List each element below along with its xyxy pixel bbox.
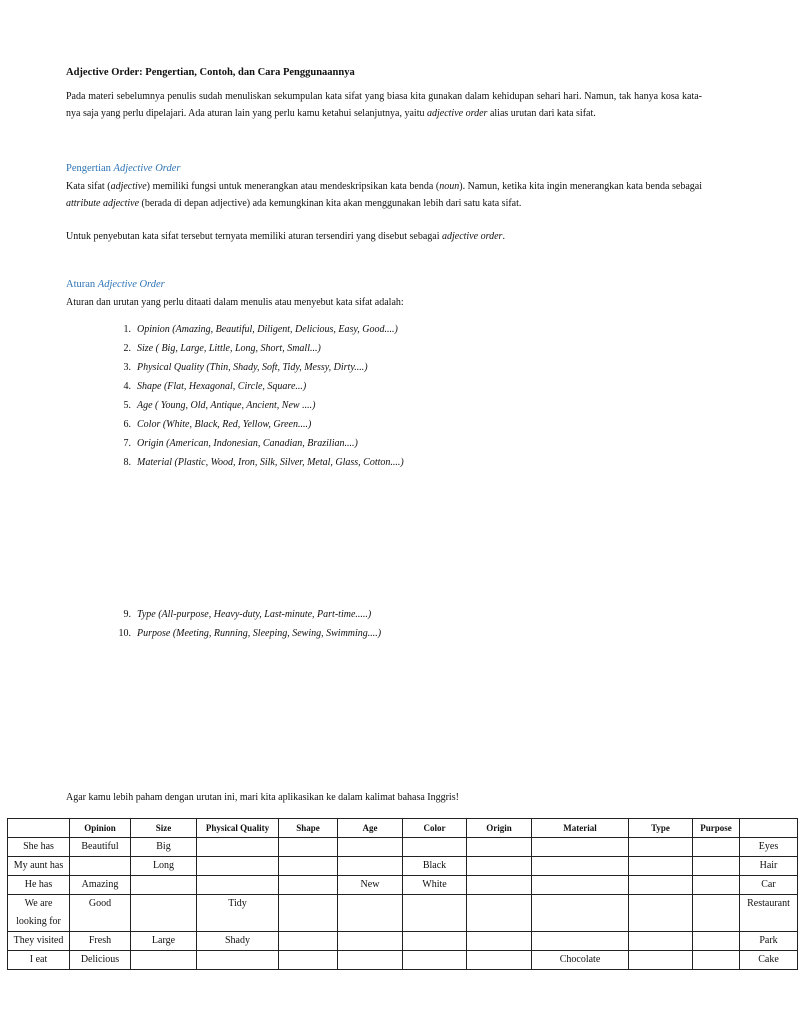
table-cell (131, 951, 197, 970)
list-number: 3. (123, 362, 131, 373)
table-cell (197, 838, 279, 857)
header-cell: Type (629, 819, 693, 838)
table-cell (131, 895, 197, 932)
header-cell: Size (131, 819, 197, 838)
heading-plain: Aturan (66, 279, 98, 290)
header-cell (740, 819, 798, 838)
table-cell: Beautiful (70, 838, 131, 857)
list-item (112, 377, 404, 396)
table-row (8, 857, 798, 876)
list-item (112, 605, 381, 624)
table-cell (629, 857, 693, 876)
table-intro: Agar kamu lebih paham dengan urutan ini, mari kita aplikasikan ke dalam kalimat bahasa Inggris! (66, 792, 459, 803)
header-cell: Material (532, 819, 629, 838)
list-item (112, 320, 404, 339)
header-cell: Shape (279, 819, 338, 838)
list-text: Opinion (Amazing, Beautiful, Diligent, Delicious, Easy, Good....) (137, 324, 398, 335)
table-cell: New (338, 876, 403, 895)
table-cell (279, 932, 338, 951)
table-cell (693, 932, 740, 951)
table-cell (693, 951, 740, 970)
heading-plain: Pengertian (66, 163, 114, 174)
table-cell: Hair (740, 857, 798, 876)
list-item (112, 339, 404, 358)
table-header-row (8, 819, 798, 838)
list-number: 7. (123, 438, 131, 449)
table-cell (197, 951, 279, 970)
list-text: Purpose (Meeting, Running, Sleeping, Sewing, Swimming....) (137, 628, 382, 639)
list-number: 6. (123, 419, 131, 430)
intro-term: adjective order (427, 108, 488, 119)
header-cell: Opinion (70, 819, 131, 838)
table-cell (629, 838, 693, 857)
table-cell: He has (8, 876, 70, 895)
table-cell (403, 895, 467, 932)
intro-text-1: Pada materi sebelumnya penulis sudah menuliskan sekumpulan kata sifat yang biasa kita gunakan dalam kehidupan sehari hari. Namun, tak hanya kosa kata-nya saja yang perlu dipelajari. Ada aturan lain yang perlu kamu ketahui selanjutnya, yaitu (66, 91, 702, 119)
table-cell: Park (740, 932, 798, 951)
rules-intro: Aturan dan urutan yang perlu ditaati dalam menulis atau menyebut kata sifat adalah: (66, 297, 404, 308)
table-cell (279, 838, 338, 857)
table-cell: Good (70, 895, 131, 932)
list-item (112, 453, 404, 472)
def-term-adjective: adjective (110, 181, 147, 192)
table-cell: We are looking for (8, 895, 70, 932)
list-text: Age ( Young, Old, Antique, Ancient, New ....) (137, 400, 316, 411)
table-cell: Eyes (740, 838, 798, 857)
list-item (112, 396, 404, 415)
table-cell: I eat (8, 951, 70, 970)
list-text: Color (White, Black, Red, Yellow, Green....) (137, 419, 312, 430)
adjective-order-list-part1 (112, 320, 404, 472)
table-cell (338, 838, 403, 857)
table-cell: Black (403, 857, 467, 876)
table-cell (629, 895, 693, 932)
list-text: Size ( Big, Large, Little, Long, Short, Small...) (137, 343, 321, 354)
list-number: 9. (123, 609, 131, 620)
definition-paragraph (66, 178, 702, 212)
header-cell: Origin (467, 819, 532, 838)
heading-italic: Adjective Order (113, 163, 181, 174)
page-title: Adjective Order: Pengertian, Contoh, dan Cara Penggunaannya (66, 67, 355, 78)
list-number: 2. (123, 343, 131, 354)
table-row (8, 838, 798, 857)
table-cell (467, 838, 532, 857)
header-cell (8, 819, 70, 838)
table-row (8, 951, 798, 970)
table-cell: Big (131, 838, 197, 857)
table-row (8, 932, 798, 951)
table-cell (467, 857, 532, 876)
table-cell (532, 857, 629, 876)
list-item (112, 434, 404, 453)
list-number: 10. (118, 628, 131, 639)
table-cell: White (403, 876, 467, 895)
table-cell (532, 932, 629, 951)
adjective-order-table (7, 818, 798, 970)
table-cell (629, 951, 693, 970)
intro-text-2: alias urutan dari kata sifat. (487, 108, 596, 119)
table-cell: Amazing (70, 876, 131, 895)
table-cell (629, 876, 693, 895)
table-cell: Shady (197, 932, 279, 951)
table-cell (70, 857, 131, 876)
table-cell (532, 895, 629, 932)
def-text-d: (berada di depan adjective) ada kemungkinan kita akan menggunakan lebih dari satu kata sifat. (139, 198, 522, 209)
table-cell: Fresh (70, 932, 131, 951)
table-cell (338, 895, 403, 932)
header-cell: Color (403, 819, 467, 838)
list-number: 8. (123, 457, 131, 468)
intro-paragraph (66, 88, 702, 122)
section-heading-pengertian (66, 160, 181, 178)
list-text: Origin (American, Indonesian, Canadian, Brazilian....) (137, 438, 358, 449)
naming-term: adjective order (442, 231, 503, 242)
table-cell: Cake (740, 951, 798, 970)
table-cell: Large (131, 932, 197, 951)
list-text: Physical Quality (Thin, Shady, Soft, Tidy, Messy, Dirty....) (137, 362, 368, 373)
def-text-c: ). Namun, ketika kita ingin menerangkan kata benda sebagai (459, 181, 702, 192)
table-row (8, 895, 798, 932)
def-text-a: Kata sifat ( (66, 181, 111, 192)
table-cell (279, 876, 338, 895)
def-term-attribute: attribute adjective (66, 198, 140, 209)
list-item (112, 624, 381, 643)
header-cell: Physical Quality (197, 819, 279, 838)
table-cell: Delicious (70, 951, 131, 970)
list-number: 5. (123, 400, 131, 411)
list-item (112, 415, 404, 434)
def-term-noun: noun (439, 181, 460, 192)
list-text: Type (All-purpose, Heavy-duty, Last-minute, Part-time.....) (137, 609, 372, 620)
table-cell (693, 838, 740, 857)
table-cell (467, 951, 532, 970)
table-cell (197, 857, 279, 876)
section-heading-aturan (66, 276, 165, 294)
table-cell (403, 951, 467, 970)
table-cell: She has (8, 838, 70, 857)
table-cell (338, 951, 403, 970)
table-cell (693, 895, 740, 932)
def-text-b: ) memiliki fungsi untuk menerangkan atau mendeskripsikan kata benda ( (146, 181, 440, 192)
header-cell: Age (338, 819, 403, 838)
header-cell: Purpose (693, 819, 740, 838)
table-row (8, 876, 798, 895)
naming-text-a: Untuk penyebutan kata sifat tersebut ternyata memiliki aturan tersendiri yang disebut sebagai (66, 231, 442, 242)
table-cell: My aunt has (8, 857, 70, 876)
table-cell (467, 932, 532, 951)
table-cell (338, 857, 403, 876)
table-cell (197, 876, 279, 895)
table-cell (279, 895, 338, 932)
table-cell (403, 838, 467, 857)
table-cell (532, 876, 629, 895)
table-cell (279, 951, 338, 970)
table-cell (279, 857, 338, 876)
table-cell: Long (131, 857, 197, 876)
table-cell: Chocolate (532, 951, 629, 970)
table-cell (338, 932, 403, 951)
table-cell: Car (740, 876, 798, 895)
heading-italic: Adjective Order (97, 279, 165, 290)
table-cell (532, 838, 629, 857)
list-number: 4. (123, 381, 131, 392)
table-cell (403, 932, 467, 951)
table-cell (467, 895, 532, 932)
table-cell (131, 876, 197, 895)
adjective-order-list-part2 (112, 605, 381, 643)
list-text: Shape (Flat, Hexagonal, Circle, Square...) (137, 381, 307, 392)
list-text: Material (Plastic, Wood, Iron, Silk, Silver, Metal, Glass, Cotton....) (137, 457, 404, 468)
list-item (112, 358, 404, 377)
table-cell: Restaurant (740, 895, 798, 932)
list-number: 1. (123, 324, 131, 335)
table-cell: They visited (8, 932, 70, 951)
table-cell (467, 876, 532, 895)
naming-text-b: . (502, 231, 505, 242)
table-cell (693, 876, 740, 895)
naming-paragraph (66, 228, 702, 245)
table-cell (629, 932, 693, 951)
table-cell: Tidy (197, 895, 279, 932)
table-cell (693, 857, 740, 876)
